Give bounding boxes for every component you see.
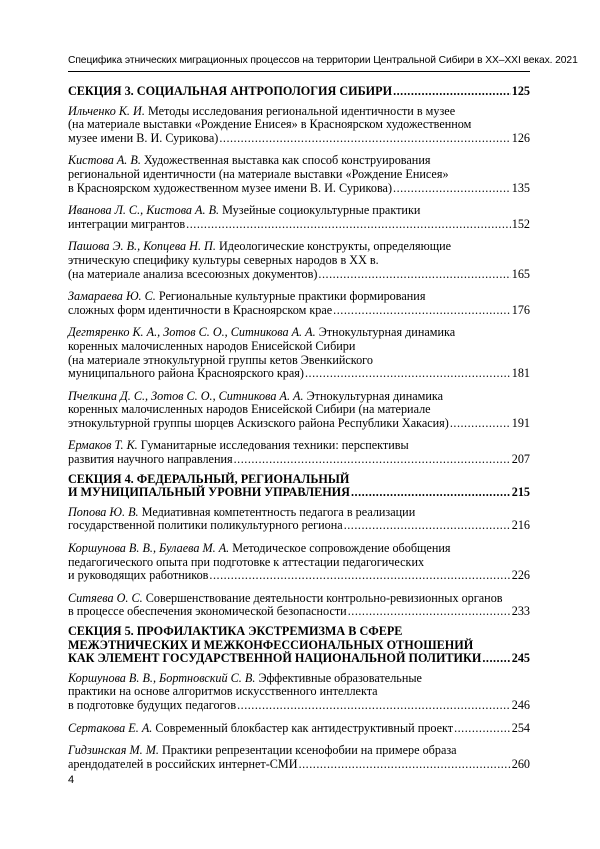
entry-title-line: (на материале выставки «Рождение Енисея» в Красноярском художественном (68, 117, 472, 132)
toc-entry (68, 154, 530, 195)
page-ref: 245 (511, 651, 530, 666)
entry-title-line: в Красноярском художественном музее имени В. И. Сурикова) (68, 180, 393, 195)
page-ref: 125 (511, 84, 530, 98)
toc-section-3 (68, 85, 530, 99)
entry-title-line: Совершенствование деятельности контрольно-ревизионных органов (145, 590, 503, 605)
entry-title-line: Музейные социокультурные практики (222, 203, 421, 218)
toc-entry (68, 204, 530, 231)
toc-entry (68, 542, 530, 583)
page-ref: 260 (511, 756, 530, 771)
page-ref: 215 (511, 485, 530, 500)
entry-title-line: Художественная выставка как способ конструирования (143, 153, 431, 168)
entry-title-line: коренных малочисленных народов Енисейской Сибири (68, 338, 356, 353)
toc-entry (68, 592, 530, 619)
toc-entry (68, 439, 530, 466)
entry-title-line: Современный блокбастер как антидеструктивный проект (155, 720, 454, 735)
table-of-contents (68, 79, 530, 771)
entry-title-line: (на материале анализа всесоюзных документов) (68, 266, 318, 281)
entry-title-line: Эффективные образовательные (258, 670, 422, 685)
entry-title-line: Идеологические конструкты, определяющие (218, 239, 452, 254)
toc-entry (68, 506, 530, 533)
entry-author: Ильченко К. И. (68, 103, 145, 118)
page-ref: 152 (511, 216, 530, 231)
entry-author: Пчелкина Д. С., Зотов С. О., Ситникова А. А. (68, 388, 304, 403)
entry-title-line: в подготовке будущих педагогов (68, 697, 237, 712)
entry-title-line: муниципального района Красноярского края) (68, 366, 304, 381)
section-title: СЕКЦИЯ 4. ФЕДЕРАЛЬНЫЙ, РЕГИОНАЛЬНЫЙ (68, 471, 350, 486)
entry-title-line: интеграции мигрантов (68, 216, 186, 231)
toc-section-5 (68, 625, 530, 666)
page-ref: 165 (511, 266, 530, 281)
entry-author: Иванова Л. С., Кистова А. В. (68, 203, 220, 218)
toc-entry (68, 105, 530, 146)
entry-title-line: и руководящих работников (68, 568, 209, 583)
section-title: МЕЖЭТНИЧЕСКИХ И МЕЖКОНФЕССИОНАЛЬНЫХ ОТНОШЕНИЙ (68, 637, 474, 652)
toc-entry (68, 672, 530, 713)
entry-title-line: региональной идентичности (на материале выставки «Рождение Енисея» (68, 166, 449, 181)
toc-entry (68, 290, 530, 317)
section-title: И МУНИЦИПАЛЬНЫЙ УРОВНИ УПРАВЛЕНИЯ (68, 485, 350, 500)
page-ref: 246 (511, 697, 530, 712)
entry-title-line: педагогического опыта при подготовке к аттестации педагогических (68, 554, 425, 569)
entry-author: Сертакова Е. А. (68, 720, 153, 735)
entry-title-line: практики на основе алгоритмов искусственного интеллекта (68, 684, 378, 699)
page-ref: 216 (511, 518, 530, 533)
entry-author: Кистова А. В. (68, 153, 141, 168)
section-title: СЕКЦИЯ 3. СОЦИАЛЬНАЯ АНТРОПОЛОГИЯ СИБИРИ (68, 84, 393, 98)
entry-title-line: (на материале этнокультурной группы кетов Эвенкийского (68, 352, 373, 367)
entry-author: Коршунова В. В., Булаева М. А. (68, 541, 230, 556)
section-title: КАК ЭЛЕМЕНТ ГОСУДАРСТВЕННОЙ НАЦИОНАЛЬНОЙ ПОЛИТИКИ (68, 651, 482, 666)
entry-title-line: Региональные культурные практики формирования (158, 289, 426, 304)
entry-title-line: сложных форм идентичности в Красноярском крае (68, 302, 333, 317)
page-ref: 126 (511, 130, 530, 145)
entry-title-line: Методическое сопровождение обобщения (232, 541, 451, 556)
entry-title-line: Методы исследования региональной идентичности в музее (147, 103, 456, 118)
toc-entry (68, 326, 530, 380)
page-ref: 226 (511, 568, 530, 583)
entry-title-line: музее имени В. И. Сурикова) (68, 130, 219, 145)
entry-author: Пашова Э. В., Копцева Н. П. (68, 239, 216, 254)
page-ref: 176 (511, 302, 530, 317)
page-ref: 233 (511, 604, 530, 619)
page-ref: 135 (511, 180, 530, 195)
entry-title-line: этнокультурной группы шорцев Аскизского района Республики Хакасия) (68, 415, 449, 430)
entry-author: Гидзинская М. М. (68, 743, 159, 758)
entry-title-line: этническую специфику культуры северных народов в XX в. (68, 252, 379, 267)
entry-title-line: Гуманитарные исследования техники: перспективы (140, 438, 409, 453)
entry-author: Ситяева О. С. (68, 590, 143, 605)
entry-author: Ермаков Т. К. (68, 438, 138, 453)
entry-title-line: государственной политики поликультурного региона (68, 518, 343, 533)
entry-author: Замараева Ю. С. (68, 289, 156, 304)
entry-title-line: в процессе обеспечения экономической безопасности (68, 604, 347, 619)
entry-title-line: Этнокультурная динамика (306, 388, 444, 403)
entry-title-line: Этнокультурная динамика (318, 325, 456, 340)
entry-author: Дегтяренко К. А., Зотов С. О., Ситникова А. А. (68, 325, 316, 340)
entry-title-line: развития научного направления (68, 452, 233, 467)
toc-section-4 (68, 473, 530, 500)
toc-entry (68, 722, 530, 736)
running-header: Специфика этнических миграционных процессов на территории Центральной Сибири в XX–XXI веках. 2021 (68, 55, 578, 66)
entry-title-line: арендодателей в российских интернет-СМИ (68, 756, 298, 771)
entry-title-line: коренных малочисленных народов Енисейской Сибири (на материале (68, 402, 431, 417)
entry-title-line: Медиативная компетентность педагога в реализации (141, 504, 416, 519)
toc-entry (68, 240, 530, 281)
page-ref: 254 (511, 720, 530, 735)
entry-title-line: Практики репрезентации ксенофобии на примере образа (161, 743, 457, 758)
page-ref: 191 (511, 415, 530, 430)
entry-author: Попова Ю. В. (68, 504, 139, 519)
page-ref: 181 (511, 366, 530, 381)
toc-entry (68, 390, 530, 431)
header-rule (68, 71, 530, 72)
toc-entry (68, 744, 530, 771)
page-ref: 207 (511, 452, 530, 467)
entry-author: Коршунова В. В., Бортновский С. В. (68, 670, 256, 685)
page-number: 4 (68, 774, 75, 786)
section-title: СЕКЦИЯ 5. ПРОФИЛАКТИКА ЭКСТРЕМИЗМА В СФЕРЕ (68, 624, 403, 638)
